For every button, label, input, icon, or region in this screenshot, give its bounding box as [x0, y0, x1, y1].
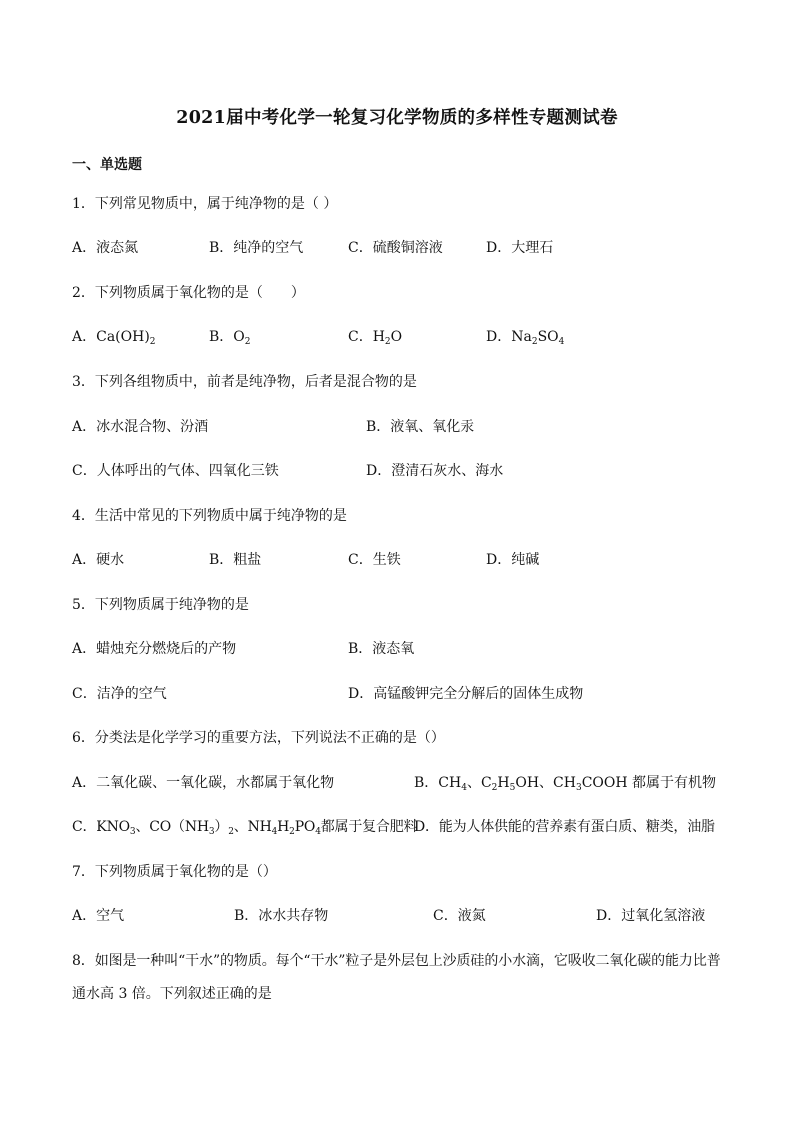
q1-option-c: C．硫酸铜溶液: [348, 240, 443, 256]
question-6-stem: 6．分类法是化学学习的重要方法，下列说法不正确的是（）: [72, 730, 445, 746]
section-heading: 一、单选题: [72, 157, 142, 173]
q6-option-c: C．$KNO_3$、$CO(NH_3)_2$、$NH_4H_2PO_4$都属于复合肥料: [72, 819, 418, 837]
q6-option-b: B．$CH_4$、$C_2H_5OH$、$CH_3COOH$ 都属于有机物: [414, 775, 717, 793]
page-title: 2021届中考化学一轮复习化学物质的多样性专题测试卷: [176, 108, 618, 128]
q4-option-d: D．纯碱: [486, 552, 540, 568]
question-2-stem: 2．下列物质属于氧化物的是（ ）: [72, 285, 305, 301]
question-7-stem: 7．下列物质属于氧化物的是（）: [72, 864, 277, 880]
q7-option-c: C．液氮: [433, 908, 486, 924]
q3-option-c: C．人体呼出的气体、四氧化三铁: [72, 463, 279, 479]
q3-option-d: D．澄清石灰水、海水: [366, 463, 504, 479]
question-8-stem-line-2: 通水高 3 倍。下列叙述正确的是: [72, 986, 272, 1002]
q7-option-d: D．过氧化氢溶液: [596, 908, 706, 924]
q5-option-d: D．高锰酸钾完全分解后的固体生成物: [348, 686, 584, 702]
q1-option-b: B．纯净的空气: [209, 240, 304, 256]
q4-option-b: B．粗盐: [209, 552, 262, 568]
q2-option-c: C．$H_2O$: [348, 329, 403, 347]
q2-option-d: D．$Na_2SO_4$: [486, 329, 565, 347]
q1-option-d: D．大理石: [486, 240, 554, 256]
question-1-stem: 1．下列常见物质中，属于纯净物的是（ ）: [72, 196, 338, 212]
q7-option-b: B．冰水共存物: [234, 908, 329, 924]
q2-option-a: A．$Ca(OH)_2$: [72, 329, 156, 347]
q7-option-a: A．空气: [72, 908, 125, 924]
question-5-stem: 5．下列物质属于纯净物的是: [72, 597, 249, 613]
q5-option-c: C．洁净的空气: [72, 686, 167, 702]
q2-option-b: B．$O_2$: [209, 329, 251, 347]
q3-option-a: A．冰水混合物、汾酒: [72, 419, 209, 435]
question-4-stem: 4．生活中常见的下列物质中属于纯净物的是: [72, 508, 347, 524]
q5-option-a: A．蜡烛充分燃烧后的产物: [72, 641, 237, 657]
q1-option-a: A．液态氮: [72, 240, 139, 256]
q4-option-a: A．硬水: [72, 552, 125, 568]
q6-option-a: A．二氧化碳、一氧化碳，水都属于氧化物: [72, 775, 335, 791]
q5-option-b: B．液态氧: [348, 641, 415, 657]
question-3-stem: 3．下列各组物质中，前者是纯净物，后者是混合物的是: [72, 374, 417, 390]
q3-option-b: B．液氧、氧化汞: [366, 419, 475, 435]
q4-option-c: C．生铁: [348, 552, 401, 568]
question-8-stem-line-1: 8．如图是一种叫“干水”的物质。每个“干水”粒子是外层包上沙质硅的小水滴，它吸收二氧化碳的能力比普: [72, 953, 721, 969]
q6-option-d: D．能为人体供能的营养素有蛋白质、糖类，油脂: [414, 819, 715, 835]
